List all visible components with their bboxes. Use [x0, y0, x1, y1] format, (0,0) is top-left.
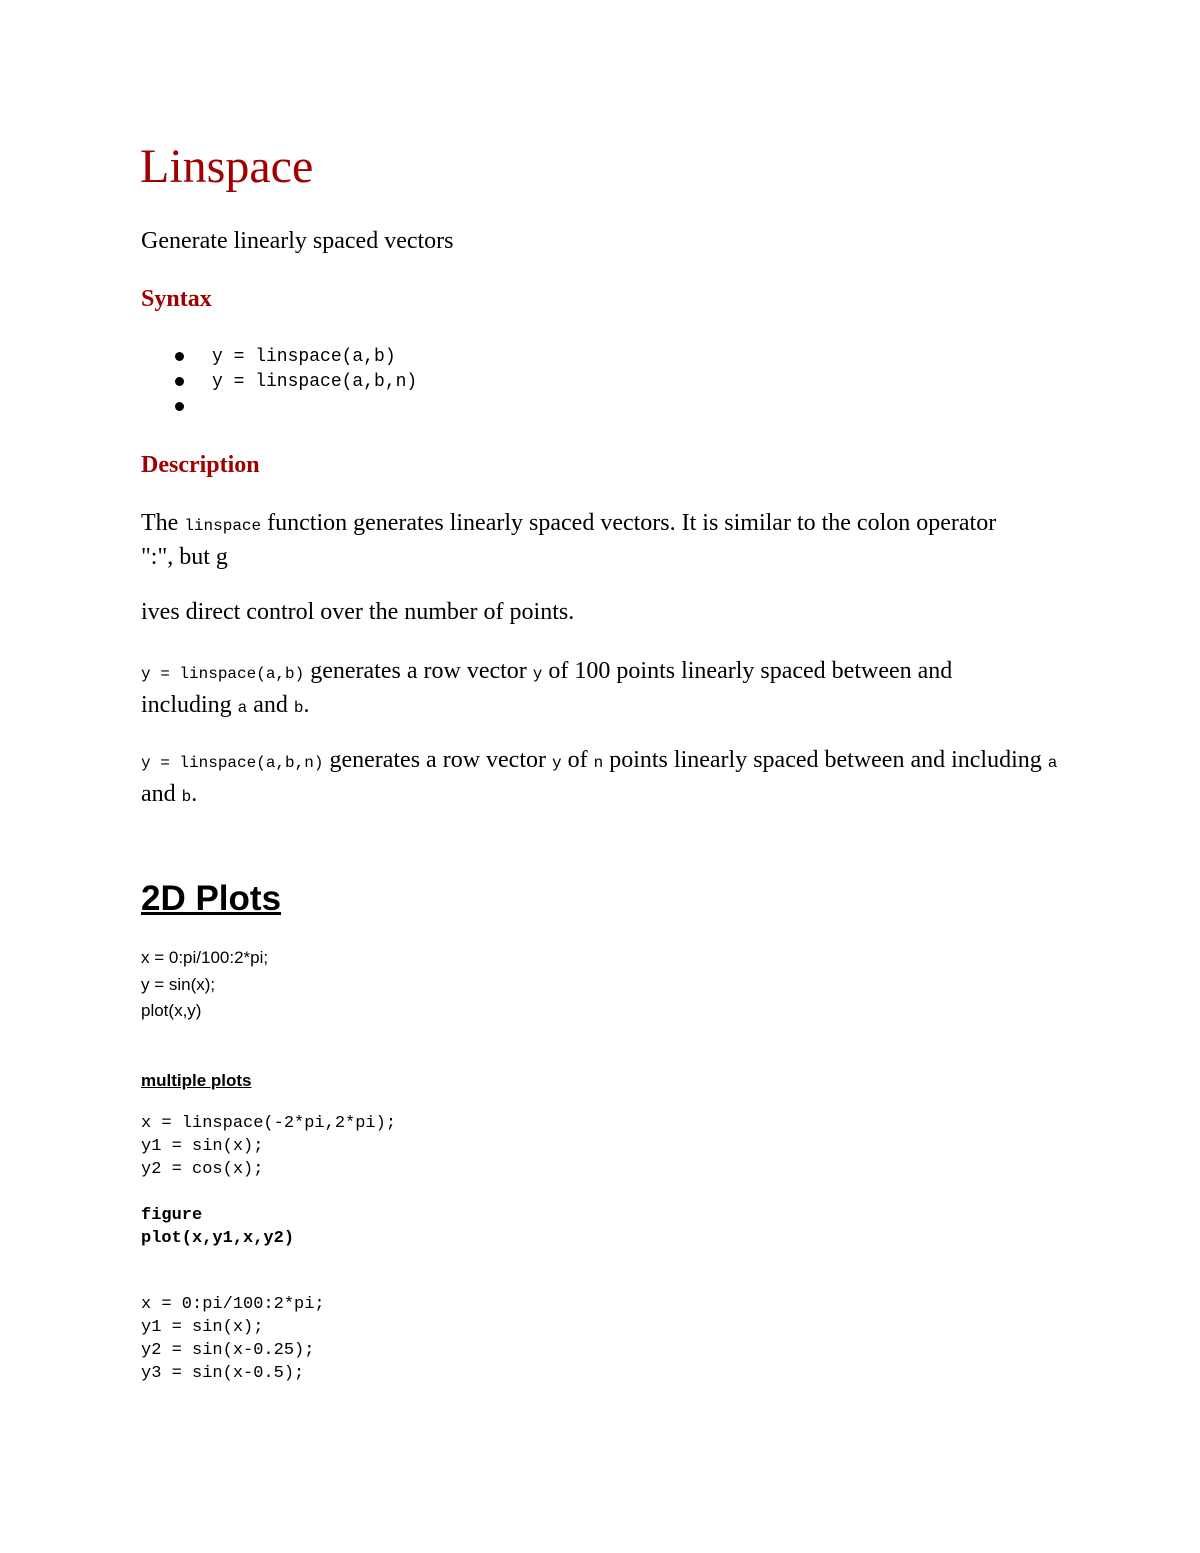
code-line: x = linspace(-2*pi,2*pi);	[141, 1114, 397, 1133]
code-line: x = 0:pi/100:2*pi;	[141, 948, 269, 967]
bullet-icon	[175, 402, 184, 411]
code-line: y2 = sin(x-0.25);	[141, 1341, 315, 1360]
page-title: Linspace	[140, 140, 314, 193]
syntax-heading: Syntax	[141, 286, 212, 312]
multiple-plots-heading: multiple plots	[141, 1071, 252, 1090]
description-paragraph-2: ives direct control over the number of points.	[141, 599, 575, 625]
bullet-icon	[175, 377, 184, 386]
description-paragraph-3: y = linspace(a,b) generates a row vector y of 100 points linearly spaced between and including a and b.	[141, 658, 953, 718]
code-block-phase-shift	[141, 1293, 325, 1385]
plots-heading: 2D Plots	[141, 879, 282, 918]
page-subtitle: Generate linearly spaced vectors	[141, 228, 454, 254]
code-line: x = 0:pi/100:2*pi;	[141, 1295, 325, 1314]
code-line: plot(x,y1,x,y2)	[141, 1229, 295, 1248]
syntax-list	[141, 343, 417, 418]
code-line: y2 = cos(x);	[141, 1160, 264, 1179]
code-block-figure	[141, 1204, 294, 1250]
description-paragraph-1: The linspace function generates linearly spaced vectors. It is similar to the colon operator ":", but g	[141, 510, 997, 570]
description-heading: Description	[141, 452, 260, 478]
code-line: y = sin(x);	[141, 974, 216, 994]
syntax-item: y = linspace(a,b)	[141, 343, 417, 368]
syntax-item	[141, 393, 417, 418]
bullet-icon	[175, 352, 184, 361]
code-line: plot(x,y)	[141, 1001, 202, 1020]
code-line: y1 = sin(x);	[141, 1318, 264, 1337]
code-line: figure	[141, 1206, 203, 1225]
description-paragraph-4: y = linspace(a,b,n) generates a row vector y of n points linearly spaced between and including a and b.	[141, 747, 1058, 807]
code-line: y1 = sin(x);	[141, 1137, 264, 1156]
code-line: y3 = sin(x-0.5);	[141, 1364, 305, 1383]
code-block-linspace	[141, 1112, 396, 1181]
basic-plot-code	[141, 945, 268, 1025]
syntax-item: y = linspace(a,b,n)	[141, 368, 417, 393]
